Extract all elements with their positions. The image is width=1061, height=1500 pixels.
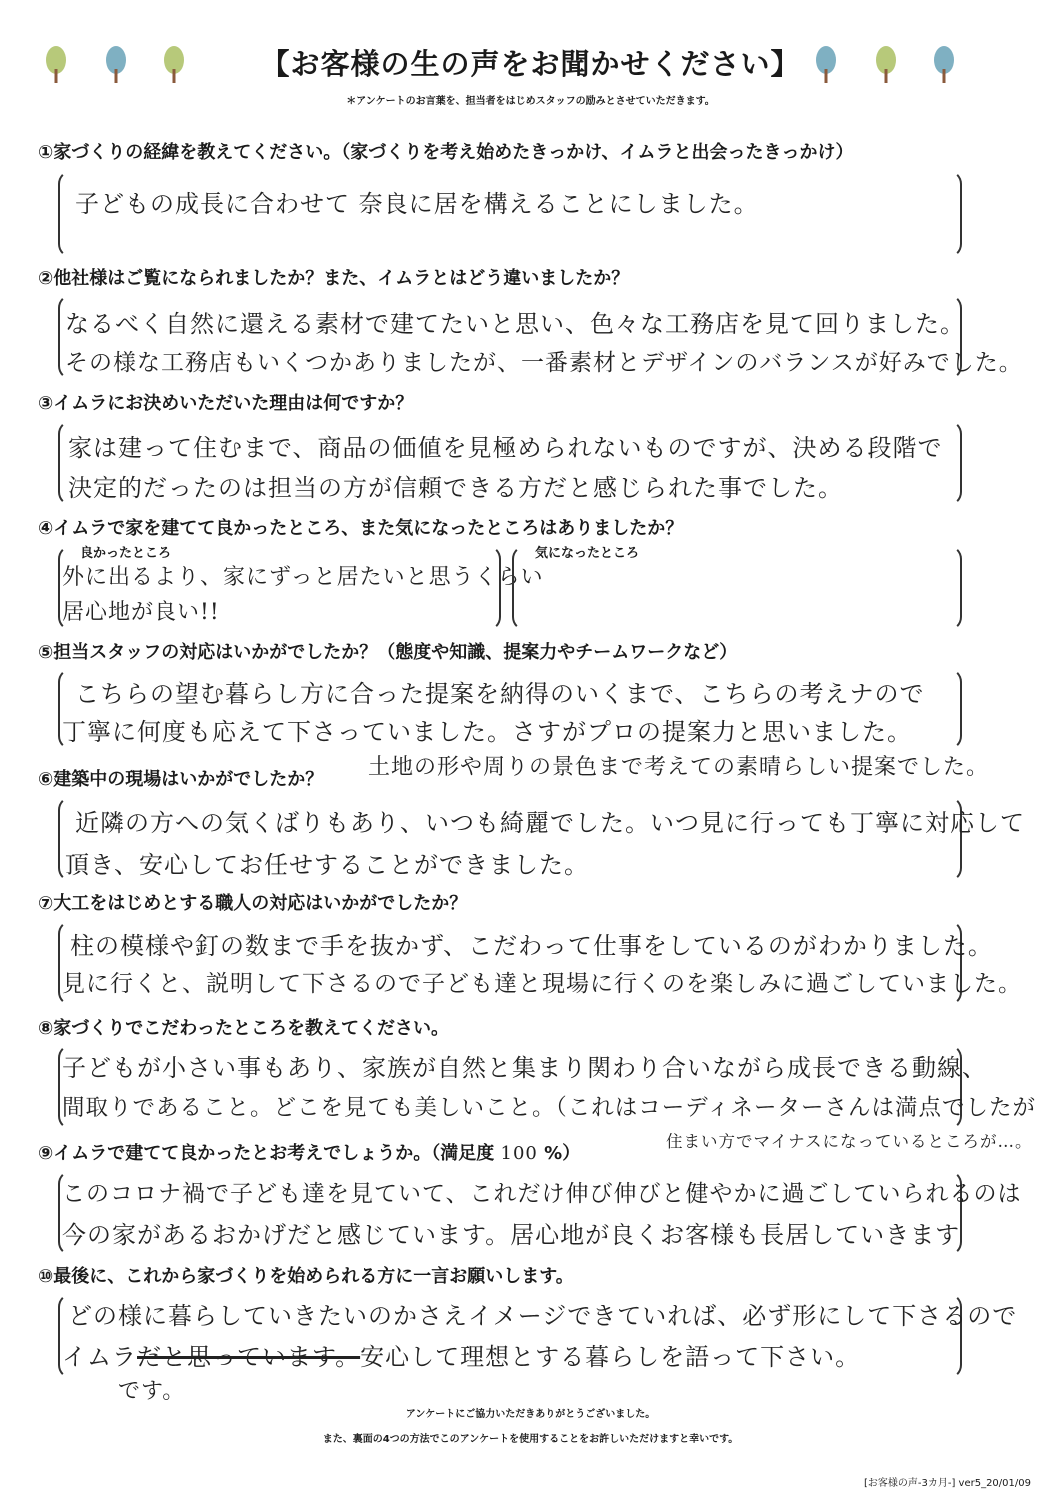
- answer-8-line-3: 住まい方でマイナスになっているところが…。: [666, 1132, 1033, 1151]
- question-1-label: ①家づくりの経緯を教えてください。（家づくりを考え始めたきっかけ、イムラと出会ったきっかけ）: [38, 142, 854, 163]
- answer-10-struck-text: だと思っています。: [137, 1343, 361, 1371]
- concern-points-label: 気になったところ: [535, 546, 640, 561]
- answer-2-line-2: その様な工務店もいくつかありましたが、一番素材とデザインのバランスが好みでした。: [65, 350, 1023, 376]
- answer-3-line-1: 家は建って住むまで、商品の価値を見極められないものですが、決める段階で: [68, 434, 943, 462]
- answer-4-good-line-2: 居心地が良い!!: [62, 600, 220, 625]
- answer-6-line-2: 頂き、安心してお任せすることができました。: [65, 851, 590, 879]
- question-5-label: ⑤担当スタッフの対応はいかがでしたか？（態度や知識、提案力やチームワークなど）: [38, 642, 738, 663]
- answer-3-line-2: 決定的だったのは担当の方が信頼できる方だと感じられた事でした。: [68, 474, 843, 502]
- answer-7-line-2: 見に行くと、説明して下さるので子ども達と現場に行くのを楽しみに過ごしていました。: [62, 971, 1022, 997]
- answer-5-line-3: 土地の形や周りの景色まで考えての素晴らしい提案でした。: [368, 755, 990, 780]
- answer-5-line-1: こちらの望む暮らし方に合った提案を納得のいくまで、こちらの考えナので: [75, 680, 925, 708]
- footer-thanks: アンケートにご協力いただきありがとうございました。: [405, 1409, 656, 1420]
- version-label: [お客様の声-3カ月-] ver5_20/01/09: [863, 1478, 1031, 1489]
- answer-2-line-1: なるべく自然に還える素材で建てたいと思い、色々な工務店を見て回りました。: [65, 310, 965, 338]
- answer-10-line-2: [62, 1337, 860, 1372]
- question-9-label: [38, 1139, 580, 1165]
- answer-10-line-2-end: 安心して理想とする暮らしを語って下さい。: [360, 1343, 861, 1371]
- answer-9-line-1: このコロナ禍で子ども達を見ていて、これだけ伸び伸びと健やかに過ごしていられるのは: [62, 1181, 1022, 1207]
- question-6-label: ⑥建築中の現場はいかがでしたか？: [38, 769, 324, 790]
- page-subtitle: ＊アンケートのお言葉を、担当者をはじめスタッフの励みとさせていただきます。: [346, 96, 715, 107]
- answer-10-line-1: どの様に暮らしていきたいのかさえイメージできていれば、必ず形にして下さるので: [68, 1302, 1018, 1330]
- question-10-label: ⑩最後に、これから家づくりを始められる方に一言お願いします。: [38, 1266, 574, 1287]
- page-title: 【お客様の生の声をお聞かせください】: [260, 47, 801, 81]
- answer-10-line-2-start: イムラ: [62, 1343, 137, 1371]
- question-7-label: ⑦大工をはじめとする職人の対応はいかがでしたか？: [38, 893, 468, 914]
- answer-4-good-line-1: 外に出るより、家にずっと居たいと思うくらい: [62, 565, 544, 590]
- question-2-label: ②他社様はご覧になられましたか？また、イムラとはどう違いましたか？: [38, 268, 630, 289]
- question-4-label: ④イムラで家を建てて良かったところ、また気になったところはありましたか？: [38, 518, 684, 539]
- question-8-label: ⑧家づくりでこだわったところを教えてください。: [38, 1018, 450, 1039]
- answer-9-line-2: 今の家があるおかげだと感じています。居心地が良くお客様も長居していきます: [62, 1221, 961, 1249]
- question-9-label-text: ⑨イムラで建てて良かったとお考えでしょうか。（満足度: [38, 1143, 495, 1164]
- footer-permission: また、裏面の4つの方法でこのアンケートを使用することをお許しいただけますと幸いです。: [322, 1434, 739, 1445]
- answer-8-line-2: 間取りであること。どこを見ても美しいこと。（これはコーディネーターさんは満点でしたが: [62, 1095, 1036, 1121]
- good-points-label: 良かったところ: [80, 546, 172, 561]
- answer-6-line-1: 近隣の方への気くばりもあり、いつも綺麗でした。いつ見に行っても丁寧に対応して: [75, 809, 1025, 837]
- question-9-label-suffix: %）: [544, 1143, 581, 1164]
- answer-5-line-2: 丁寧に何度も応えて下さっていました。さすがプロの提案力と思いました。: [62, 718, 912, 746]
- answer-7-line-1: 柱の模様や釘の数まで手を抜かず、こだわって仕事をしているのがわかりました。: [70, 932, 993, 960]
- satisfaction-value: 100: [500, 1143, 538, 1164]
- answer-8-line-1: 子どもが小さい事もあり、家族が自然と集まり関わり合いながら成長できる動線、: [62, 1054, 987, 1082]
- answer-1-line-1: 子どもの成長に合わせて 奈良に居を構えることにしました。: [75, 190, 759, 218]
- question-3-label: ③イムラにお決めいただいた理由は何ですか？: [38, 393, 414, 414]
- answer-10-line-3: です。: [118, 1379, 186, 1404]
